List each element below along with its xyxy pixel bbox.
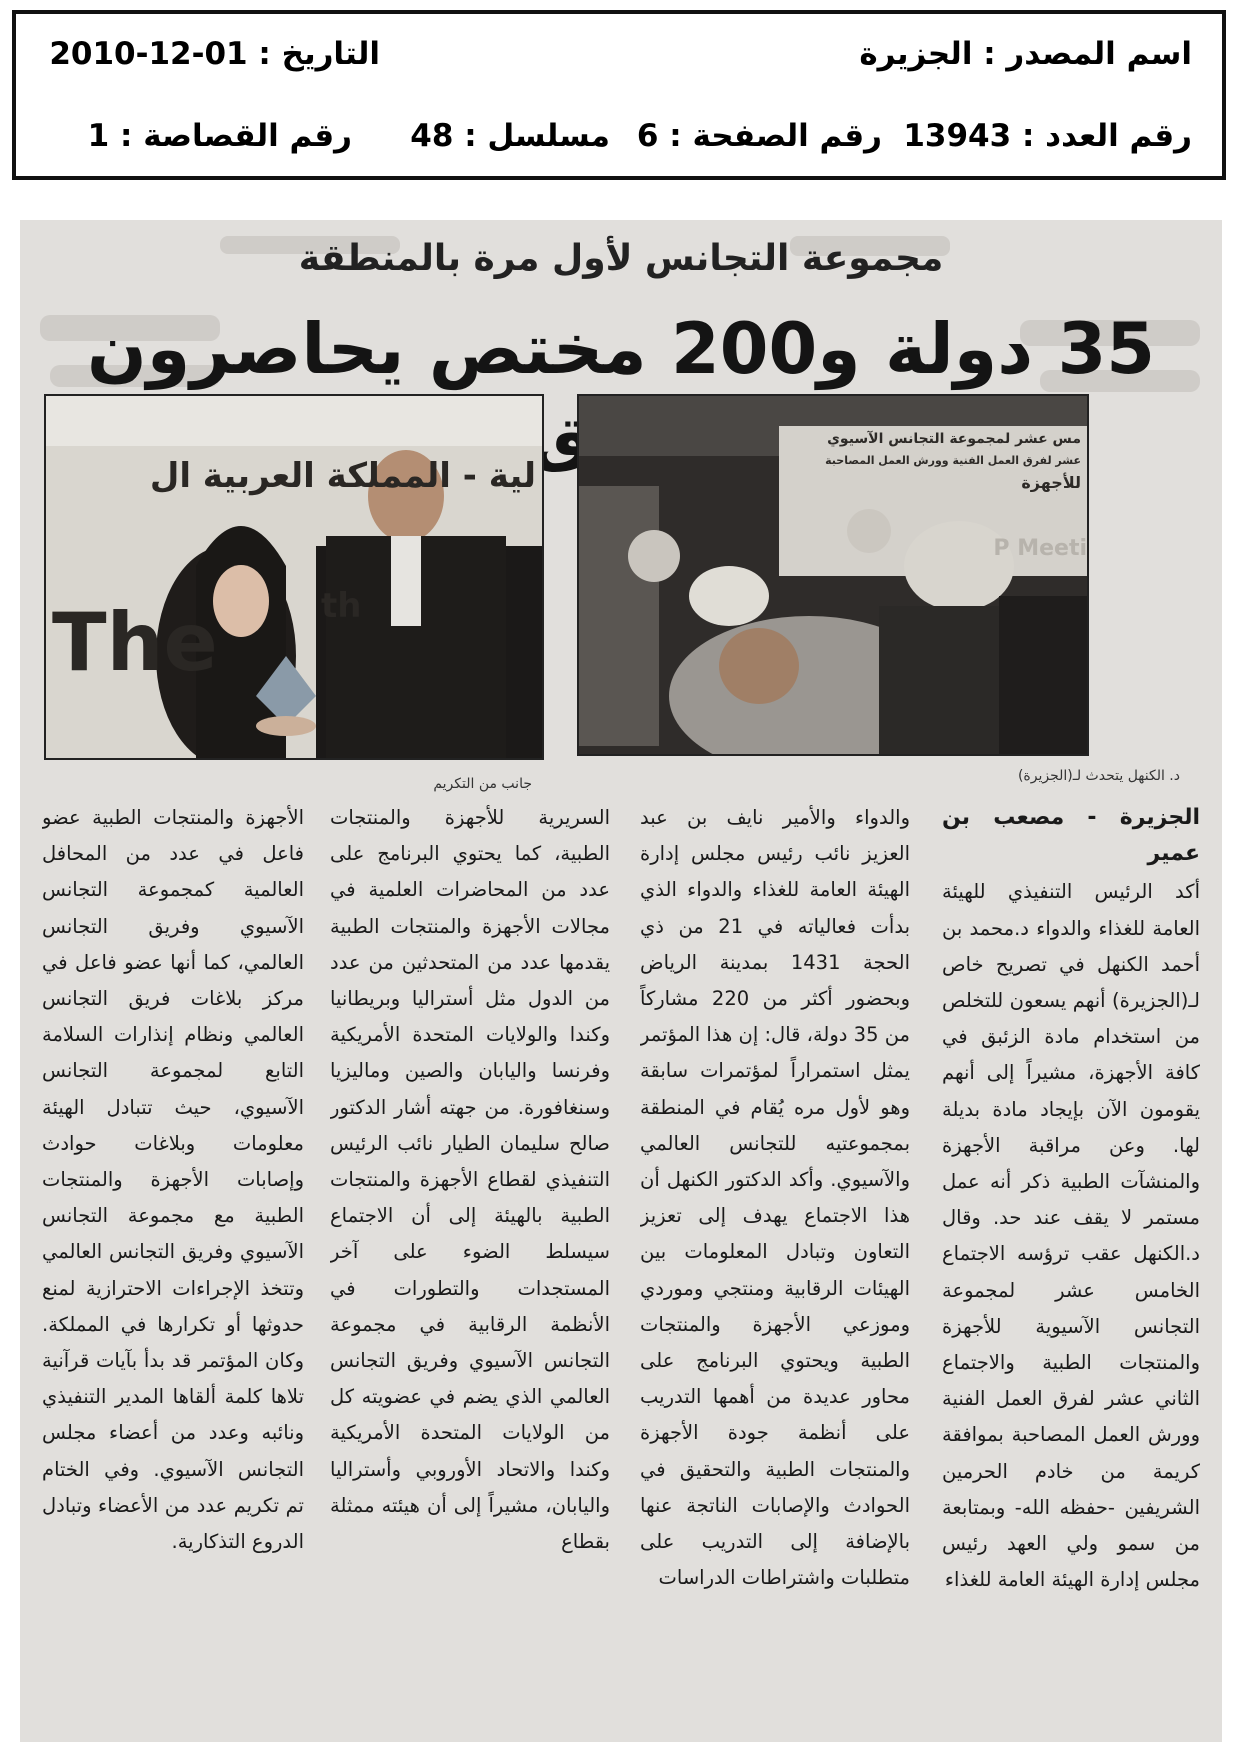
source-name: اسم المصدر : الجزيرة: [859, 36, 1192, 72]
banner-tag: P Meeti: [993, 536, 1087, 561]
issue-number: رقم العدد : 13943: [903, 118, 1192, 154]
photo-left-caption: جانب من التكريم: [433, 776, 532, 792]
photo-award-illustration: [46, 396, 542, 758]
clipping-number: رقم القصاصة : 1: [87, 118, 352, 154]
article-column-3: [330, 800, 610, 1742]
newspaper-clipping: [20, 220, 1222, 1742]
banner-line-3: للأجهزة: [1021, 473, 1081, 492]
article-column-2: [640, 800, 910, 1742]
column-1-text: أكد الرئيس التنفيذي للهيئة العامة للغذاء والدواء د.محمد بن أحمد الكنهل في تصريح خاص لـ(الجزيرة) أنهم يسعون للتخلص من استخدام مادة الزئبق في كافة الأجهزة، مشيراً إلى أنهم يقومون الآن بإيجاد مادة بديلة لها. وعن مراقبة الأجهزة والمنشآت الطبية ذكر أنه عمل مستمر لا يقف عند حد. وقال د.الكنهل عقب ترؤسه الاجتماع الخامس عشر لمجموعة التجانس الآسيوية للأجهزة والمنتجات الطبية والاجتماع الثاني عشر لفرق العمل الفنية وورش العمل المصاحبة بموافقة كريمة من خادم الحرمين الشريفين -حفظه الله- وبمتابعة من سمو ولي العهد رئيس مجلس إدارة الهيئة العامة للغذاء: [942, 880, 1200, 1592]
article-headline: 35 دولة و200 مختص يحاصرون: [86, 308, 1156, 390]
column-4-text: الأجهزة والمنتجات الطبية عضو فاعل في عدد من المحافل العالمية كمجموعة التجانس الآسيوي وفريق التجانس العالمي، كما أنها عضو فاعل في مركز بلاغات فريق التجانس العالمي ونظام إنذارات السلامة التابع لمجموعة التجانس الآسيوي، حيث تتبادل الهيئة معلومات وبلاغات حوادث وإصابات الأجهزة والمنتجات الطبية مع مجموعة التجانس الآسيوي وفريق التجانس العالمي وتتخذ الإجراءات الاحترازية لمنع حدوثها أو تكرارها في المملكة. وكان المؤتمر قد بدأ بآيات قرآنية تلاها كلمة ألقاها المدير التنفيذي ونائبه وعدد من أعضاء مجلس التجانس الآسيوي. وفي الختام تم تكريم عدد من الأعضاء وتبادل الدروع التذكارية.: [42, 806, 304, 1554]
photo-conference-speaker: [577, 394, 1089, 756]
serial-number: مسلسل : 48: [410, 118, 610, 154]
column-2-text: والدواء والأمير نايف بن عبد العزيز نائب رئيس مجلس إدارة الهيئة العامة للغذاء والدواء الذي بدأت فعالياته في 21 من ذي الحجة 1431 بمدينة الرياض وبحضور أكثر من 220 مشاركاً من 35 دولة، قال: إن هذا المؤتمر يمثل استمراراً لمؤتمرات سابقة وهو لأول مره يُقام في المنطقة بمجموعتيه للتجانس العالمي والآسيوي. وأكد الدكتور الكنهل أن هذا الاجتماع يهدف إلى تعزيز التعاون وتبادل المعلومات بين الهيئات الرقابية ومنتجي وموردي وموزعي الأجهزة والمنتجات الطبية ويحتوي البرنامج على محاور عديدة من أهمها التدريب على أنظمة جودة الأجهزة والمنتجات الطبية والتحقيق في الحوادث والإصابات الناتجة عنها بالإضافة إلى التدريب على متطلبات واشتراطات الدراسات: [640, 806, 910, 1590]
article-column-1: [942, 800, 1200, 1742]
article-byline: الجزيرة - مصعب بن عمير: [942, 805, 1200, 867]
photo-award-ceremony: [44, 394, 544, 760]
banner-text: لية - المملكة العربية ال: [149, 456, 536, 496]
column-3-text: السريرية للأجهزة والمنتجات الطبية، كما يحتوي البرنامج على عدد من المحاضرات العلمية في مجالات الأجهزة والمنتجات الطبية يقدمها عدد من المتحدثين من عدد من الدول مثل أستراليا وبريطانيا وكندا والولايات المتحدة الأمريكية وفرنسا واليابان والصين وماليزيا وسنغافورة. من جهته أشار الدكتور صالح سليمان الطيار نائب الرئيس التنفيذي لقطاع الأجهزة والمنتجات الطبية بالهيئة إلى أن الاجتماع سيسلط الضوء على آخر المستجدات والتطورات في الأنظمة الرقابية في مجموعة التجانس الآسيوي وفريق التجانس العالمي الذي يضم في عضويته كل من الولايات المتحدة الأمريكية وكندا والاتحاد الأوروبي وأستراليا واليابان، مشيراً إلى أن هيئته ممثلة بقطاع: [330, 806, 610, 1554]
banner-small-letters: th: [321, 586, 362, 626]
clipping-meta-box: [12, 10, 1226, 180]
article-kicker: مجموعة التجانس لأول مرة بالمنطقة: [298, 238, 944, 279]
banner-line-1: مس عشر لمجموعة التجانس الآسيوي: [827, 431, 1081, 447]
banner-line-2: عشر لفرق العمل الفنية وورش العمل المصاحبة: [825, 454, 1081, 467]
banner-big-letters: The: [52, 596, 218, 689]
article-column-4: [42, 800, 304, 1742]
page-number: رقم الصفحة : 6: [636, 118, 882, 154]
photo-right-caption: د. الكنهل يتحدث لـ(الجزيرة): [1017, 768, 1180, 784]
date: التاريخ : 01-12-2010: [49, 36, 380, 72]
